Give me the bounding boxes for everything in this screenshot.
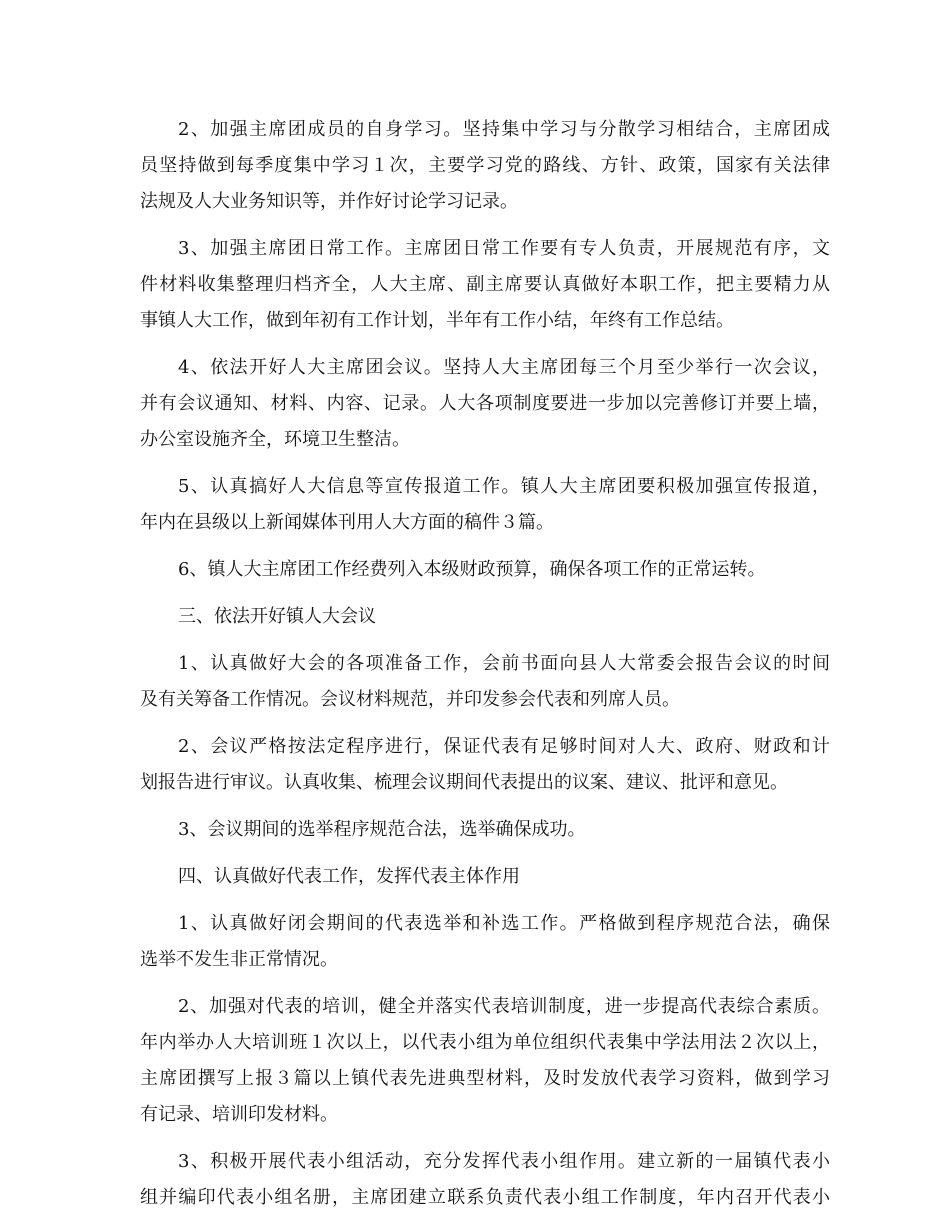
text-line: 年内在县级以上新闻媒体刊用人大方面的稿件３篇。 (140, 512, 554, 533)
paragraph-by-election (140, 906, 830, 978)
paragraph-election (140, 812, 830, 848)
text-line: 3、积极开展代表小组活动，充分发挥代表小组作用。建立新的一届镇代表小 (178, 1151, 830, 1172)
text-line: 事镇人大工作，做到年初有工作计划，半年有工作小结，年终有工作总结。 (140, 310, 734, 331)
text-line: 办公室设施齐全，环境卫生整洁。 (140, 429, 410, 450)
text-line: 1、认真做好闭会期间的代表选举和补选工作。严格做到程序规范合法，确保 (178, 913, 830, 934)
paragraph-preparation (140, 646, 830, 718)
heading-text: 三、依法开好镇人大会议 (178, 606, 376, 627)
heading-text: 四、认真做好代表工作，发挥代表主体作用 (178, 866, 520, 887)
document-page (140, 112, 830, 1227)
text-line: 并有会议通知、材料、内容、记录。人大各项制度要进一步加以完善修订并要上墙， (140, 393, 830, 414)
text-line: 年内举办人大培训班１次以上，以代表小组为单位组织代表集中学法用法２次以上， (140, 1032, 830, 1053)
text-line: 员坚持做到每季度集中学习１次，主要学习党的路线、方针、政策，国家有关法律 (140, 155, 830, 176)
text-line: 有记录、培训印发材料。 (140, 1104, 338, 1125)
text-line: 6、镇人大主席团工作经费列入本级财政预算，确保各项工作的正常运转。 (178, 559, 766, 580)
text-line: 及有关筹备工作情况。会议材料规范，并印发参会代表和列席人员。 (140, 689, 680, 710)
paragraph-meetings (140, 350, 830, 458)
text-line: 法规及人大业务知识等，并作好讨论学习记录。 (140, 191, 518, 212)
paragraph-procedure (140, 729, 830, 801)
text-line: 组并编印代表小组名册，主席团建立联系负责代表小组工作制度，年内召开代表小 (140, 1187, 830, 1208)
text-line: 2、会议严格按法定程序进行，保证代表有足够时间对人大、政府、财政和计 (178, 736, 830, 757)
paragraph-training (140, 989, 830, 1133)
section-heading-3 (140, 599, 830, 635)
paragraph-funding (140, 552, 830, 588)
text-line: 2、加强主席团成员的自身学习。坚持集中学习与分散学习相结合，主席团成 (178, 119, 830, 140)
text-line: 主席团撰写上报３篇以上镇代表先进典型材料，及时发放代表学习资料，做到学习 (140, 1068, 830, 1089)
paragraph-publicity (140, 469, 830, 541)
paragraph-study (140, 112, 830, 220)
text-line: 2、加强对代表的培训，健全并落实代表培训制度，进一步提高代表综合素质。 (178, 996, 830, 1017)
text-line: 划报告进行审议。认真收集、梳理会议期间代表提出的议案、建议、批评和意见。 (140, 772, 788, 793)
text-line: 4、依法开好人大主席团会议。坚持人大主席团每三个月至少举行一次会议， (178, 357, 830, 378)
text-line: 5、认真搞好人大信息等宣传报道工作。镇人大主席团要积极加强宣传报道， (178, 476, 830, 497)
paragraph-daily-work (140, 231, 830, 339)
text-line: 1、认真做好大会的各项准备工作，会前书面向县人大常委会报告会议的时间 (178, 653, 830, 674)
text-line: 3、加强主席团日常工作。主席团日常工作要有专人负责，开展规范有序，文 (178, 238, 830, 259)
text-line: 选举不发生非正常情况。 (140, 949, 338, 970)
section-heading-4 (140, 859, 830, 895)
text-line: 件材料收集整理归档齐全，人大主席、副主席要认真做好本职工作，把主要精力从 (140, 274, 830, 295)
paragraph-groups (140, 1144, 830, 1216)
text-line: 3、会议期间的选举程序规范合法，选举确保成功。 (178, 819, 586, 840)
